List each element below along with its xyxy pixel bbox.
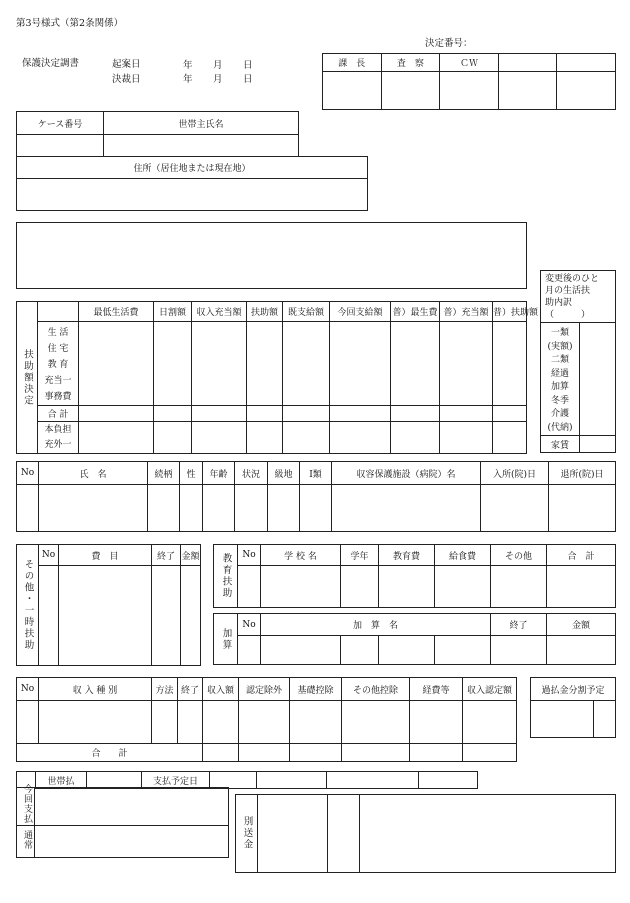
household-pay-label: 世帯払 [36,772,87,789]
aid-row-housing: 住 宅 [47,344,69,354]
year-label-2: 年 [183,74,193,85]
edu-header-lunch: 給食費 [435,545,491,566]
approval-head-1: 課 長 [323,54,382,72]
addition-header-name: 加 算 名 [261,614,491,636]
aid-row-outside: 充外一 [44,439,72,450]
aid-row-education: 教 育 [47,360,69,370]
income-header-no: No [17,678,39,701]
edu-header-school: 学 校 名 [261,545,341,566]
other-aid-side-label: その他・一時扶助 [22,559,34,651]
monthly-item-7: 介護 [550,409,569,419]
income-header-type: 収 入 種 別 [39,678,152,701]
overpay-table [530,677,616,738]
members-header-sex: 性 [180,462,203,485]
overpay-title: 過払金分割予定 [531,678,616,701]
aid-row-alloc: 充当一 [44,376,72,386]
income-header-method: 方法 [152,678,178,701]
form-id: 第3号様式（第2条関係） [16,18,124,29]
members-header-status: 状況 [235,462,268,485]
year-label: 年 [183,60,193,71]
regular-label: 通常 [22,830,32,850]
members-header-discharge-date: 退所(院)日 [549,462,616,485]
other-aid-header-item: 費 目 [59,545,152,566]
income-header-other-deduct: その他控除 [342,678,410,701]
approval-head-4 [498,54,557,72]
income-header-exclusion: 認定除外 [239,678,290,701]
decision-number-label: 決定番号： [425,38,473,49]
other-aid-header-no: No [39,545,59,566]
income-total-label: 合 計 [17,744,203,762]
income-header-basic-deduct: 基礎控除 [290,678,342,701]
addition-side-label: 加算 [220,627,232,651]
address-label: 住所（居住地または現在地） [17,157,368,179]
month-label-2: 月 [213,74,223,85]
head-name-field[interactable] [104,135,299,157]
monthly-item-6: 冬季 [550,395,569,406]
aid-header-current-pay: 今回支給額 [330,302,391,322]
members-header-facility: 収容保護施設（病院）名 [332,462,481,485]
current-pay-label: 今回支払 [22,784,32,824]
aid-row-total: 合 計 [38,406,79,422]
members-table [16,461,616,532]
aid-row-living: 生 活 [47,328,69,338]
addition-header-amount: 金額 [547,614,616,636]
doc-title: 保護決定調書 [22,58,80,69]
address-table [16,156,368,211]
case-number-field[interactable] [17,135,104,157]
memo-box[interactable] [16,222,527,289]
monthly-title-1: 変更後のひと [545,273,600,284]
head-name-label: 世帯主氏名 [104,112,299,135]
monthly-item-4: 経過 [550,368,569,379]
addition-header-no: No [238,614,261,636]
address-field[interactable] [17,179,368,211]
monthly-title-4: （ ） [545,309,591,320]
aid-header-paid: 既支給額 [283,302,330,322]
other-aid-header-amount: 金額 [181,545,201,566]
income-header-recognized: 収入認定額 [463,678,517,701]
aid-row-admin: 事務費 [44,392,72,402]
aid-header-std-aid: 普）扶助額 [493,302,527,322]
aid-header-min-living: 最低生活費 [79,302,154,322]
month-label: 月 [213,60,223,71]
income-header-expenses: 経費等 [410,678,463,701]
members-header-relation: 続柄 [148,462,180,485]
other-aid-table [16,544,201,666]
aid-header-income-alloc: 収入充当額 [192,302,247,322]
monthly-item-1: 一類 [550,328,569,338]
members-header-no: No [17,462,39,485]
members-header-grade: 級地 [268,462,300,485]
monthly-item-3: 二類 [550,355,569,365]
monthly-item-8: (代納) [547,422,573,433]
edu-aid-table [213,544,616,608]
income-table [16,677,517,762]
edu-header-edu-cost: 教育費 [379,545,435,566]
monthly-title-2: 月の生活扶 [545,285,591,296]
case-table [16,111,299,157]
approval-head-2: 査 察 [381,54,440,72]
edu-header-total: 合 計 [547,545,616,566]
draft-date-label: 起案日 [112,59,141,70]
income-header-end: 終了 [178,678,203,701]
payment-left-box [16,787,229,858]
monthly-title-3: 助内訳 [545,297,573,308]
aid-header-std-alloc: 普）充当額 [440,302,493,322]
monthly-rent: 家賃 [541,436,580,453]
edu-header-other: その他 [491,545,547,566]
monthly-item-5: 加算 [550,382,569,392]
edu-header-grade: 学年 [341,545,379,566]
day-label-2: 日 [243,74,253,85]
addition-table [213,613,616,665]
monthly-breakdown-table [540,270,616,453]
members-header-age: 年齢 [203,462,235,485]
members-header-class1: Ⅰ類 [300,462,332,485]
members-header-name: 氏 名 [39,462,148,485]
decision-date-label: 決裁日 [112,74,141,85]
aid-decision-table [16,301,539,454]
approval-table [322,53,616,110]
separate-money-table [235,794,616,873]
approval-head-3: ＣＷ [440,54,499,72]
case-number-label: ケース番号 [17,112,104,135]
monthly-item-2: (実額) [547,341,573,352]
separate-money-label: 別送金 [241,816,253,851]
income-header-amount: 収入額 [203,678,239,701]
day-label: 日 [243,60,253,71]
other-aid-header-end: 終了 [152,545,181,566]
edu-aid-side-label: 教育扶助 [220,553,232,599]
aid-header-daily: 日割額 [154,302,192,322]
approval-head-5 [557,54,616,72]
aid-side-label: 扶助額決定 [22,348,33,407]
aid-header-aid-amount: 扶助額 [247,302,283,322]
addition-header-end: 終了 [491,614,547,636]
members-header-admit-date: 入所(院)日 [481,462,549,485]
aid-row-self-burden: 本負担 [44,424,72,435]
pay-schedule-label: 支払予定日 [142,772,210,789]
edu-header-no: No [238,545,261,566]
aid-header-std-min: 普）最生費 [391,302,440,322]
